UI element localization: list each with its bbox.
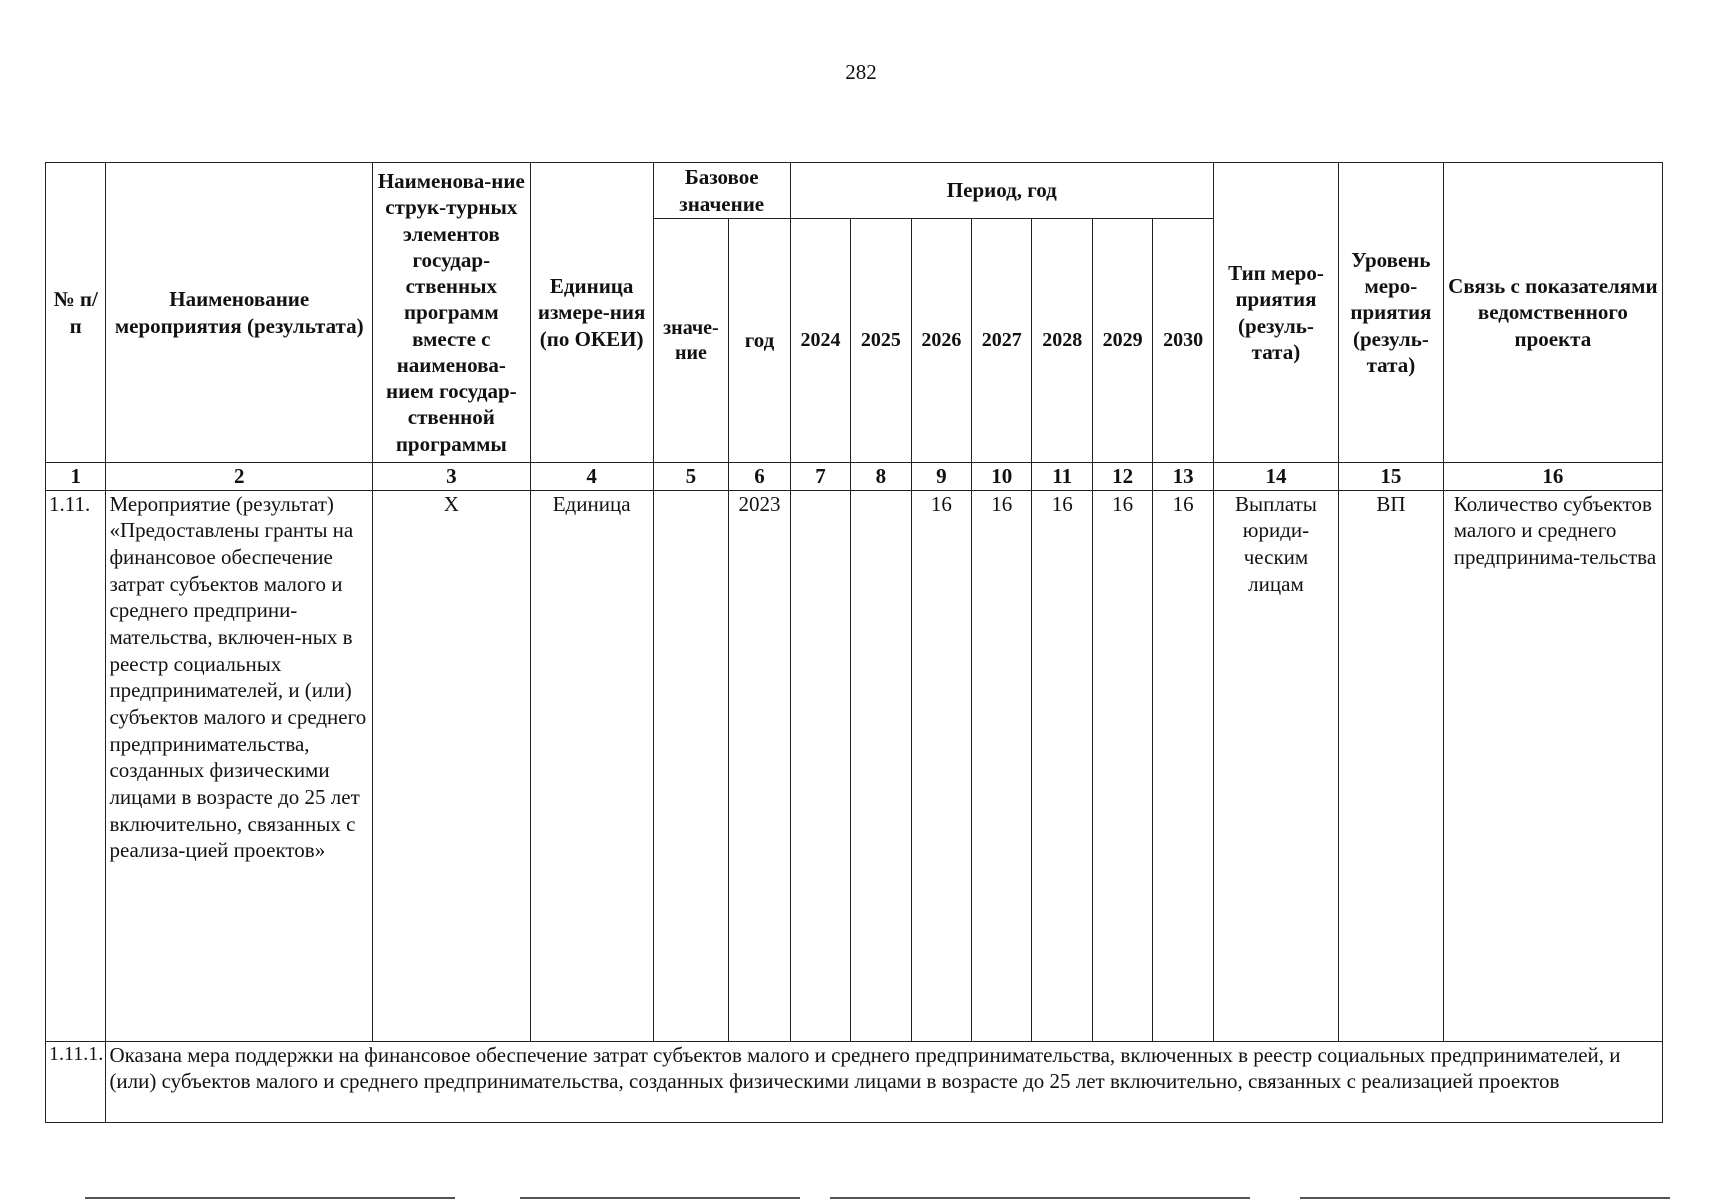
column-number: 7 — [790, 463, 850, 491]
column-number: 1 — [46, 463, 106, 491]
structural-element: Х — [373, 490, 531, 1041]
measure-type: Выплаты юриди-ческим лицам — [1213, 490, 1338, 1041]
divider — [1300, 1197, 1670, 1199]
header-measure-name: Наименование мероприятия (результата) — [106, 163, 373, 463]
header-period-group: Период, год — [790, 163, 1213, 219]
column-number: 9 — [911, 463, 971, 491]
column-number: 2 — [106, 463, 373, 491]
measure-level: ВП — [1339, 490, 1444, 1041]
header-year: 2025 — [851, 219, 911, 463]
header-structural-elements: Наименова-ние струк-турных элементов государ-ственных программ вместе с наименова-нием государ-ственной программы — [373, 163, 531, 463]
column-number: 4 — [530, 463, 653, 491]
year-value: 16 — [972, 490, 1032, 1041]
header-base-value: значе-ние — [653, 219, 729, 463]
header-number: № п/п — [46, 163, 106, 463]
year-value: 16 — [1092, 490, 1152, 1041]
column-number: 3 — [373, 463, 531, 491]
header-year: 2028 — [1032, 219, 1092, 463]
header-base-group: Базовое значение — [653, 163, 790, 219]
column-number: 8 — [851, 463, 911, 491]
column-number: 15 — [1339, 463, 1444, 491]
column-numbers-row — [46, 463, 1663, 491]
subrow-text: Оказана мера поддержки на финансовое обеспечение затрат субъектов малого и среднего предпринимательства, включенных в реестр социальных предпринимателей, и (или) субъектов малого и среднего предпринимательства, созданных физическими лицами в возрасте до 25 лет включительно, связанных с реализацией проектов — [106, 1041, 1663, 1122]
column-number: 14 — [1213, 463, 1338, 491]
header-year: 2026 — [911, 219, 971, 463]
column-number: 6 — [729, 463, 791, 491]
year-value: 16 — [911, 490, 971, 1041]
header-year: 2029 — [1092, 219, 1152, 463]
table-row — [46, 1041, 1663, 1122]
subrow-number: 1.11.1. — [46, 1041, 106, 1122]
column-number: 10 — [972, 463, 1032, 491]
header-unit: Единица измере-ния (по ОКЕИ) — [530, 163, 653, 463]
year-value: 16 — [1032, 490, 1092, 1041]
row-number: 1.11. — [46, 490, 106, 1041]
column-number: 11 — [1032, 463, 1092, 491]
year-value — [851, 490, 911, 1041]
column-number: 5 — [653, 463, 729, 491]
unit-of-measure: Единица — [530, 490, 653, 1041]
base-value — [653, 490, 729, 1041]
column-number: 13 — [1153, 463, 1214, 491]
column-number: 12 — [1092, 463, 1152, 491]
measures-table — [45, 162, 1663, 1123]
header-indicator-link: Связь с показателями ведомственного проекта — [1443, 163, 1662, 463]
page-number: 282 — [845, 60, 877, 84]
year-value: 16 — [1153, 490, 1214, 1041]
header-measure-type: Тип меро-приятия (резуль-тата) — [1213, 163, 1338, 463]
header-year: 2024 — [790, 219, 850, 463]
base-year: 2023 — [729, 490, 791, 1041]
measure-name: Мероприятие (результат) «Предоставлены гранты на финансовое обеспечение затрат субъектов малого и среднего предприни-мательства, включен-ных в реестр социальных предпринимателей, и (или) субъектов малого и среднего предпринимательства, созданных физическими лицами в возрасте до 25 лет включительно, связанных с реализа-цией проектов» — [106, 490, 373, 1041]
header-base-year: год — [729, 219, 791, 463]
column-number: 16 — [1443, 463, 1662, 491]
divider — [830, 1197, 1250, 1199]
table-row — [46, 490, 1663, 1041]
indicator-link: Количество субъектов малого и среднего предпринима-тельства — [1443, 490, 1662, 1041]
divider — [520, 1197, 800, 1199]
header-year: 2030 — [1153, 219, 1214, 463]
header-measure-level: Уровень меро-приятия (резуль-тата) — [1339, 163, 1444, 463]
year-value — [790, 490, 850, 1041]
divider — [85, 1197, 455, 1199]
header-year: 2027 — [972, 219, 1032, 463]
